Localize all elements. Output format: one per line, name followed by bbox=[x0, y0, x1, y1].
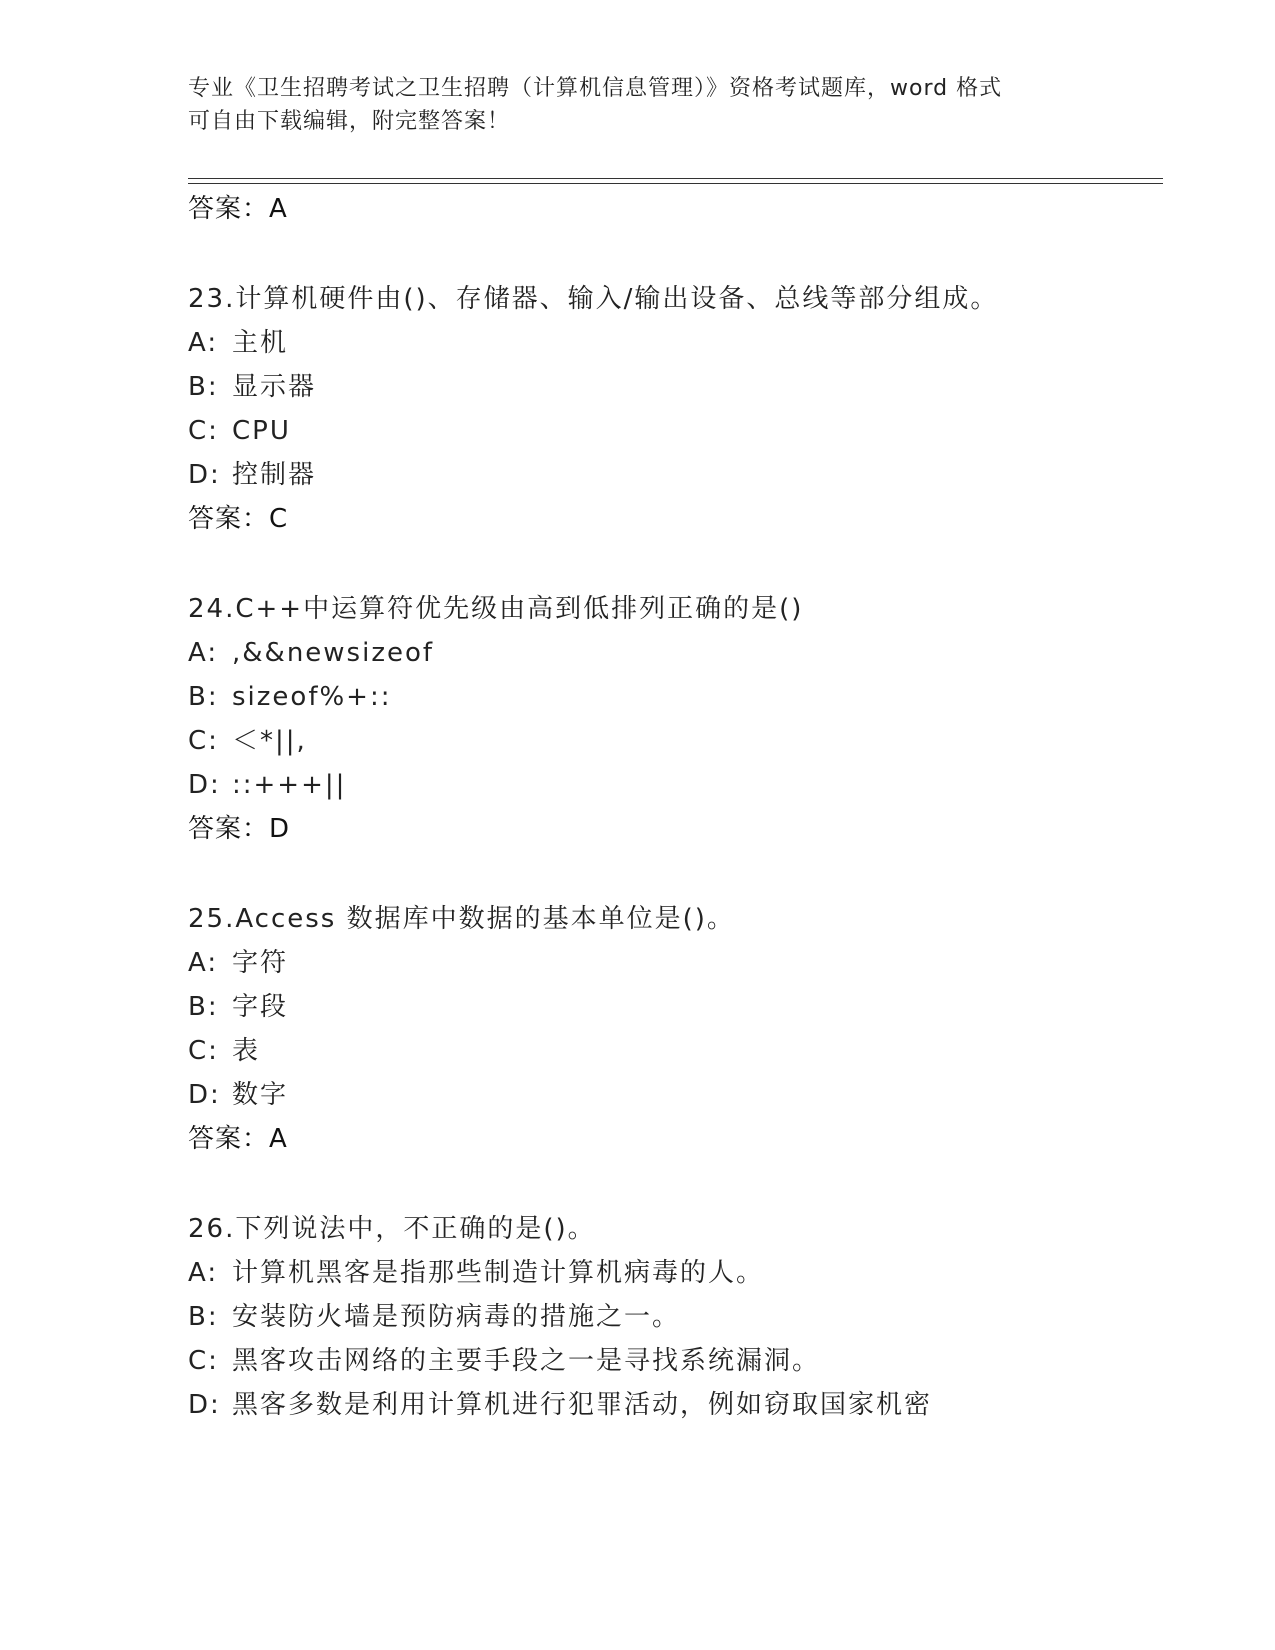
question-stem: 26.下列说法中，不正确的是()。 bbox=[188, 1214, 596, 1244]
option-letter: B: bbox=[188, 682, 219, 712]
question-stem: 25.Access 数据库中数据的基本单位是()。 bbox=[188, 904, 735, 934]
option-b bbox=[188, 990, 288, 1024]
option-a bbox=[188, 946, 288, 980]
question-stem: 24.C++中运算符优先级由高到低排列正确的是() bbox=[188, 594, 804, 624]
option-letter: A: bbox=[188, 948, 219, 978]
option-text: 数字 bbox=[232, 1080, 289, 1110]
option-letter: D: bbox=[188, 770, 221, 800]
option-letter: C: bbox=[188, 1036, 219, 1066]
option-letter: A: bbox=[188, 328, 219, 358]
option-text: 安装防火墙是预防病毒的措施之一。 bbox=[232, 1302, 681, 1332]
option-b bbox=[188, 370, 316, 404]
option-text: 黑客多数是利用计算机进行犯罪活动，例如窃取国家机密 bbox=[232, 1390, 933, 1420]
option-text: CPU bbox=[232, 416, 291, 446]
header-divider-bottom bbox=[188, 183, 1163, 184]
option-letter: C: bbox=[188, 416, 219, 446]
option-letter: B: bbox=[188, 1302, 219, 1332]
option-d bbox=[188, 768, 346, 802]
option-b bbox=[188, 1300, 680, 1334]
header-line-2: 可自由下载编辑，附完整答案！ bbox=[188, 109, 511, 134]
option-text: 黑客攻击网络的主要手段之一是寻找系统漏洞。 bbox=[232, 1346, 821, 1376]
question-stem: 23.计算机硬件由()、存储器、输入/输出设备、总线等部分组成。 bbox=[188, 284, 999, 314]
document-header bbox=[188, 72, 1088, 138]
option-c bbox=[188, 1344, 820, 1378]
option-c bbox=[188, 1034, 260, 1068]
option-letter: B: bbox=[188, 992, 219, 1022]
option-text: 字段 bbox=[232, 992, 289, 1022]
option-d bbox=[188, 1388, 932, 1422]
option-letter: A: bbox=[188, 1258, 219, 1288]
header-line-1: 专业《卫生招聘考试之卫生招聘（计算机信息管理）》资格考试题库，word 格式 bbox=[188, 76, 1003, 101]
option-letter: C: bbox=[188, 1346, 219, 1376]
option-d bbox=[188, 458, 316, 492]
option-c bbox=[188, 724, 307, 758]
answer: 答案：C bbox=[188, 504, 289, 534]
header-divider-top bbox=[188, 178, 1163, 179]
option-text: 主机 bbox=[232, 328, 289, 358]
option-a bbox=[188, 1256, 764, 1290]
option-text: ::+++|| bbox=[232, 770, 347, 800]
option-c bbox=[188, 414, 291, 448]
answer: 答案：D bbox=[188, 814, 291, 844]
option-letter: B: bbox=[188, 372, 219, 402]
option-text: 显示器 bbox=[232, 372, 317, 402]
option-text: 计算机黑客是指那些制造计算机病毒的人。 bbox=[232, 1258, 765, 1288]
option-a bbox=[188, 636, 434, 670]
option-d bbox=[188, 1078, 288, 1112]
option-b bbox=[188, 680, 391, 714]
option-text: 控制器 bbox=[232, 460, 317, 490]
answer: 答案：A bbox=[188, 1124, 288, 1154]
option-letter: D: bbox=[188, 460, 221, 490]
option-letter: D: bbox=[188, 1080, 221, 1110]
option-text: 表 bbox=[232, 1036, 261, 1066]
option-letter: D: bbox=[188, 1390, 221, 1420]
option-text: 字符 bbox=[232, 948, 289, 978]
option-text: ＜*||, bbox=[232, 726, 307, 756]
option-text: ,&&newsizeof bbox=[232, 638, 435, 668]
previous-answer: 答案：A bbox=[188, 194, 288, 224]
option-letter: C: bbox=[188, 726, 219, 756]
option-text: sizeof%+:: bbox=[232, 682, 392, 712]
option-letter: A: bbox=[188, 638, 219, 668]
option-a bbox=[188, 326, 288, 360]
